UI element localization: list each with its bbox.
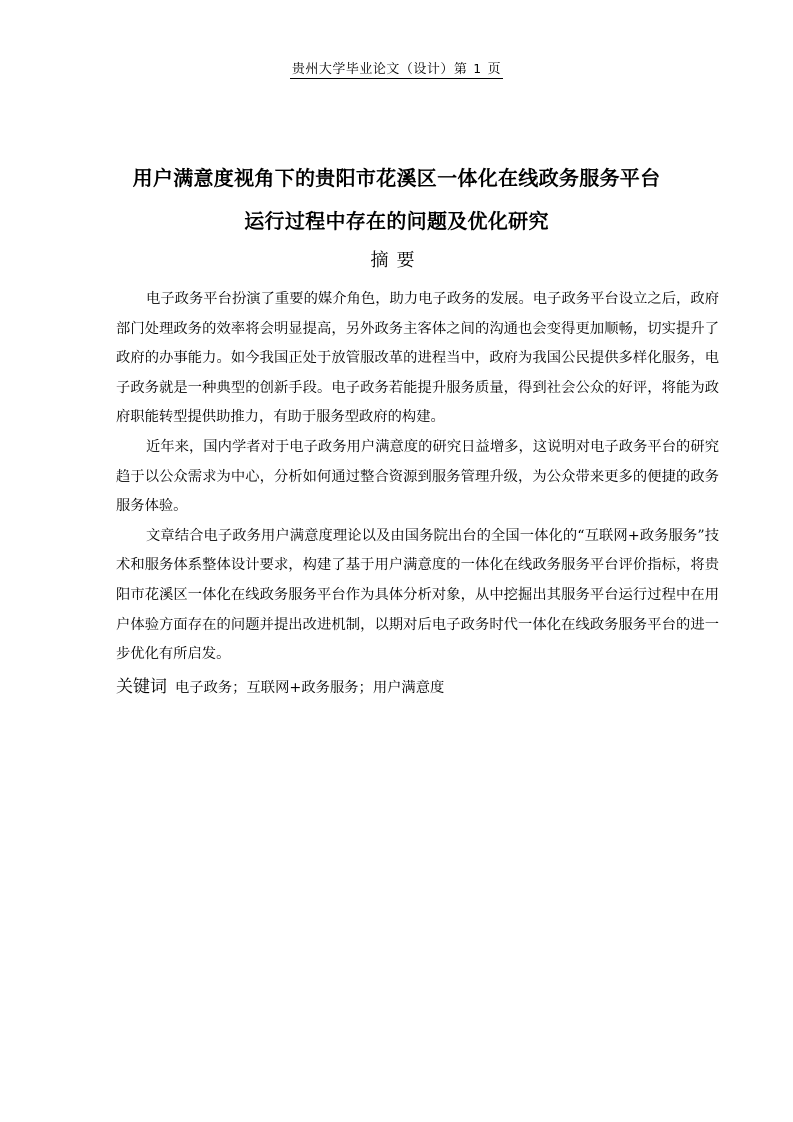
header-page-number: 1 (473, 62, 482, 76)
paper-title-line-1: 用户满意度视角下的贵阳市花溪区一体化在线政务服务平台 (132, 166, 661, 190)
abstract-paragraph-1: 电子政务平台扮演了重要的媒介角色，助力电子政务的发展。电子政务平台设立之后，政府部门处理政务的效率将会明显提高，另外政务主客体之间的沟通也会变得更加顺畅，切实提升了政府的办事能力。如今我国正处于放管服改革的进程当中，政府为我国公民提供多样化服务，电子政务就是一种典型的创新手段。电子政务若能提升服务质量，得到社会公众的好评，将能为政府职能转型提供助推力，有助于服务型政府的构建。 (116, 291, 719, 426)
header-suffix: 页 (487, 62, 502, 77)
abstract-body (116, 285, 719, 701)
header-prefix: 贵州大学毕业论文（设计）第 (291, 62, 468, 77)
abstract-paragraph-2: 近年来，国内学者对于电子政务用户满意度的研究日益增多，这说明对电子政务平台的研究趋于以公众需求为中心，分析如何通过整合资源到服务管理升级，为公众带来更多的便捷的政务服务体验。 (116, 438, 719, 515)
keywords-label: 关键词 (116, 676, 167, 697)
paper-title-line-2: 运行过程中存在的问题及优化研究 (244, 209, 549, 233)
page-header (0, 58, 793, 79)
keywords-line (116, 674, 719, 701)
abstract-heading: 摘要 (370, 250, 423, 271)
abstract-paragraph-3: 文章结合电子政务用户满意度理论以及由国务院出台的全国一体化的“互联网+政务服务”技术和服务体系整体设计要求，构建了基于用户满意度的一体化在线政务服务平台评价指标，将贵阳市花溪区一体化在线政务服务平台作为具体分析对象，从中挖掘出其服务平台运行过程中在用户体验方面存在的问题并提出改进机制，以期对后电子政务时代一体化在线政务服务平台的进一步优化有所启发。 (116, 527, 719, 663)
keywords-text: 电子政务；互联网+政务服务；用户满意度 (175, 679, 445, 696)
page-header-text (290, 58, 503, 79)
